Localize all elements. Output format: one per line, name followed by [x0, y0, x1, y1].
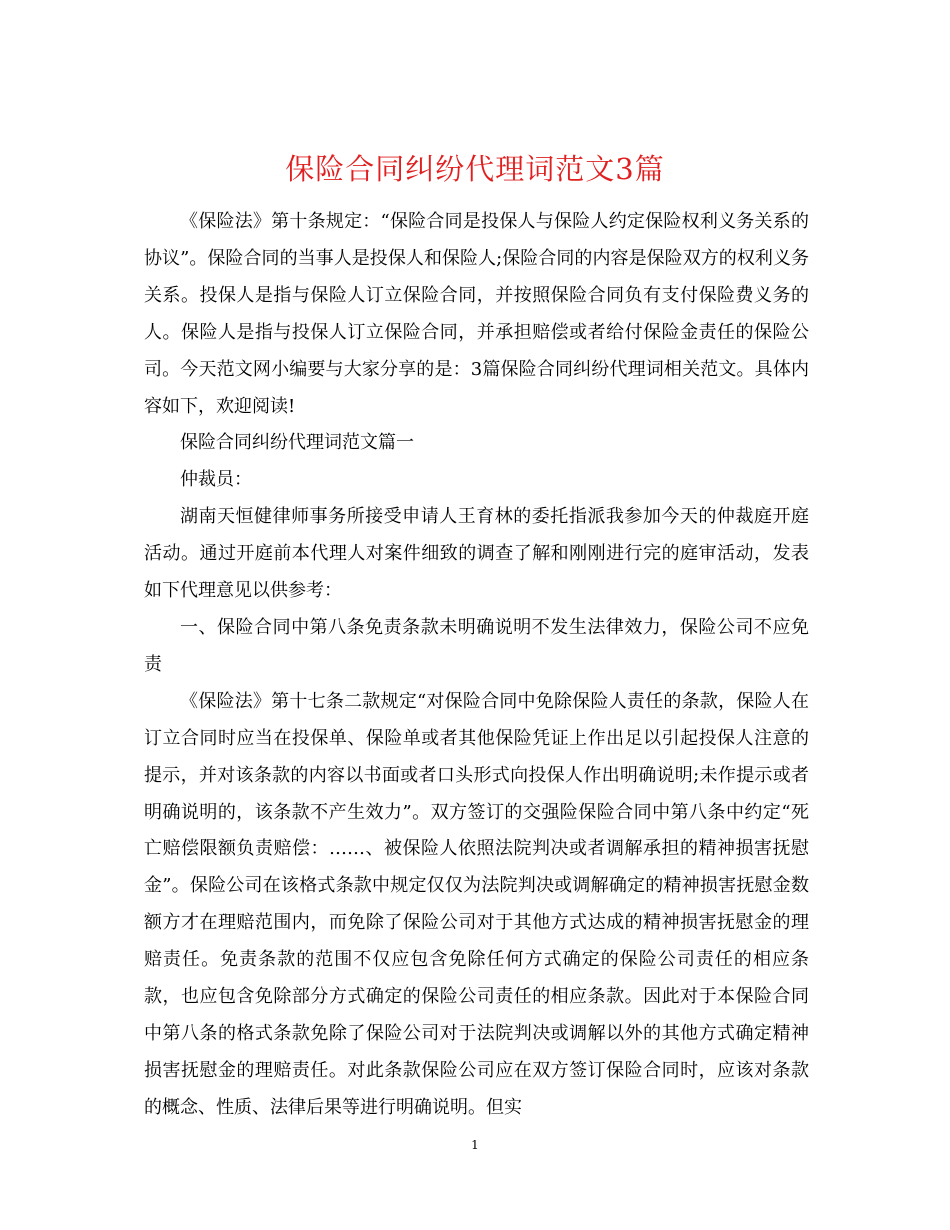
document-body [144, 204, 809, 1127]
document-title: 保险合同纠纷代理词范文3篇 [285, 152, 665, 187]
page-number: 1 [471, 1138, 479, 1152]
paragraph-opening: 湖南天恒健律师事务所接受申请人王育林的委托指派我参加今天的仲裁庭开庭活动。通过开庭前本代理人对案件细致的调查了解和刚刚进行完的庭审活动，发表如下代理意见以供参考： [144, 506, 809, 602]
paragraph-salutation: 仲裁员： [180, 469, 252, 491]
paragraph-point-one-heading: 一、保险合同中第八条免责条款未明确说明不发生法律效力，保险公司不应免责 [144, 616, 809, 675]
paragraph-section-heading: 保险合同纠纷代理词范文篇一 [180, 432, 414, 454]
paragraph-point-one-body: 《保险法》第十七条二款规定“对保险合同中免除保险人责任的条款，保险人在订立合同时应当在投保单、保险单或者其他保险凭证上作出足以引起投保人注意的提示，并对该条款的内容以书面或者口头形式向投保人作出明确说明;未作提示或者明确说明的，该条款不产生效力”。双方签订的交强险保险合同中第八条中约定“死亡赔偿限额负责赔偿：……、被保险人依照法院判决或者调解承担的精神损害抚慰金”。保险公司在该格式条款中规定仅仅为法院判决或调解确定的精神损害抚慰金数额方才在理赔范围内，而免除了保险公司对于其他方式达成的精神损害抚慰金的理赔责任。免责条款的范围不仅应包含免除任何方式确定的保险公司责任的相应条款，也应包含免除部分方式确定的保险公司责任的相应条款。因此对于本保险合同中第八条的格式条款免除了保险公司对于法院判决或调解以外的其他方式确定精神损害抚慰金的理赔责任。对此条款保险公司应在双方签订保险合同时，应该对条款的概念、性质、法律后果等进行明确说明。但实 [144, 690, 809, 1118]
paragraph-intro: 《保险法》第十条规定：“保险合同是投保人与保险人约定保险权利义务关系的协议”。保险合同的当事人是投保人和保险人;保险合同的内容是保险双方的权利义务关系。投保人是指与保险人订立保险合同，并按照保险合同负有支付保险费义务的人。保险人是指与投保人订立保险合同，并承担赔偿或者给付保险金责任的保险公司。今天范文网小编要与大家分享的是：3篇保险合同纠纷代理词相关范文。具体内容如下，欢迎阅读! [144, 211, 809, 417]
